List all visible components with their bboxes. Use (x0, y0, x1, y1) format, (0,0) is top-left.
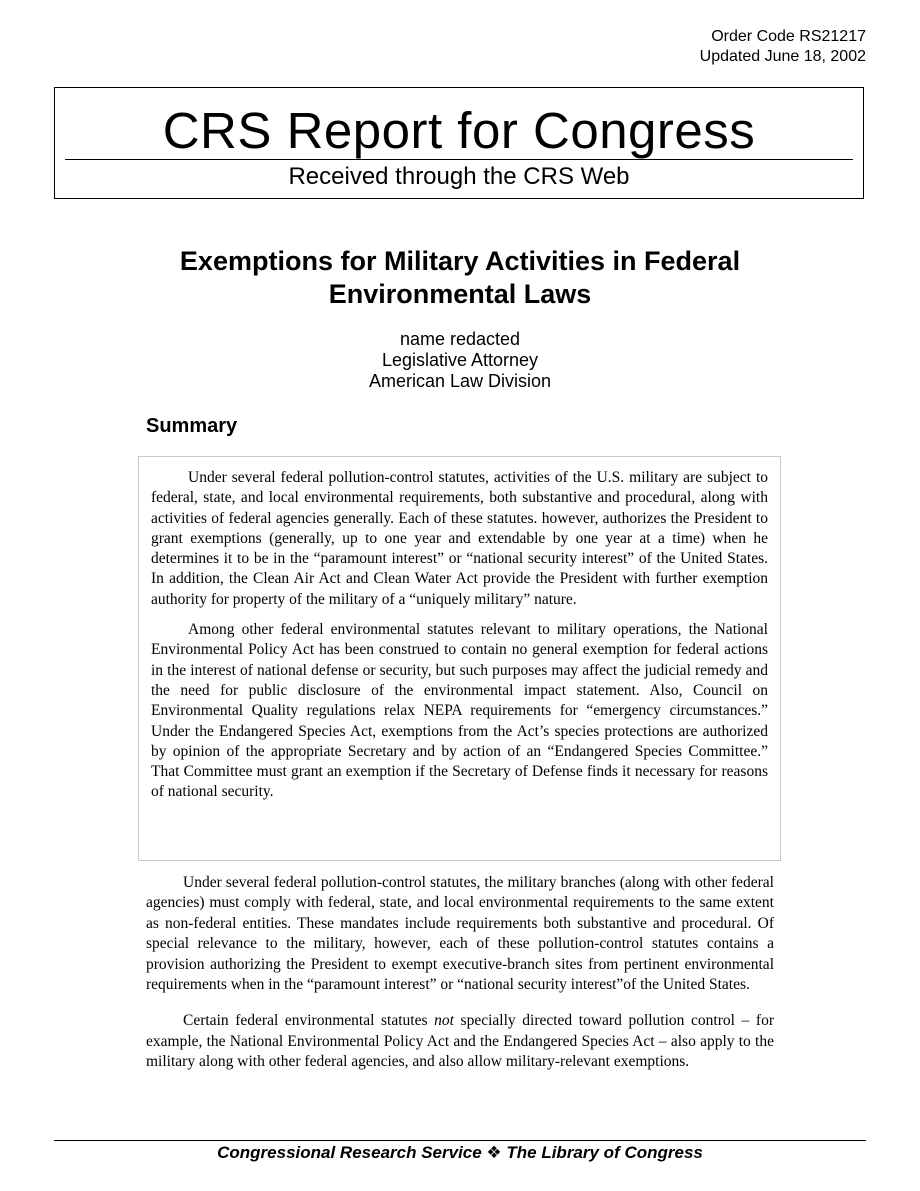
masthead-subtitle: Received through the CRS Web (288, 163, 630, 190)
author-role: Legislative Attorney (381, 350, 539, 370)
order-code: Order Code RS21217 (711, 28, 866, 45)
summary-heading: Summary (146, 415, 238, 437)
report-title: Exemptions for Military Activities in Federal Environmental Laws (179, 246, 741, 309)
footer-divider (54, 1140, 866, 1141)
masthead-divider (65, 159, 853, 160)
updated-date: Updated June 18, 2002 (699, 48, 866, 65)
author-block (300, 329, 620, 392)
body-paragraph-2-start: Certain federal environmental statutes (183, 1012, 435, 1030)
author-name: name redacted (399, 329, 521, 349)
summary-paragraph-1: Under several federal pollution-control statutes, activities of the U.S. military are subject to federal, state, and local environmental requirements, both substantive and procedural, along with activities of federal agencies generally. Each of these statutes. however, authorizes the President to grant exemptions (generally, up to one year and extendable by one year at a time) when he determines it to be in the “paramount interest” or “national security interest” of the United States. In addition, the Clean Air Act and Clean Water Act provide the President with further exemption authority for property of the military of a “uniquely military” nature. (151, 469, 768, 608)
summary-box (138, 456, 781, 861)
body-paragraph-1: Under several federal pollution-control statutes, the military branches (along with other federal agencies) must comply with federal, state, and local environmental requirements to the same extent as non-federal entities. These mandates include requirements both substantive and procedural. Of special relevance to the military, however, each of these pollution-control statutes contains a provision authorizing the President to exempt executive-branch sites from pertinent environmental requirements when in the “paramount interest” or “national security interest”of the United States. (146, 874, 774, 994)
order-info (700, 27, 866, 67)
body-paragraph-2-end: specially directed toward pollution control – for example, the National Environmental Policy Act and the Endangered Species Act – also apply to the military along with other federal agencies, and also allow military-relevant exemptions. (146, 1012, 774, 1071)
body-paragraph-2 (146, 1011, 774, 1072)
footer-text: Congressional Research Service ❖ The Library of Congress (217, 1143, 703, 1162)
masthead (54, 87, 864, 199)
emphasis-not: not (434, 1012, 454, 1030)
summary-paragraph-2: Among other federal environmental statutes relevant to military operations, the National Environmental Policy Act has been construed to contain no general exemption for federal actions in the interest of national defense or security, but such purposes may affect the judicial remedy and the need for public disclosure of the environmental impact statement. Also, Council on Environmental Quality regulations relax NEPA requirements for “emergency circumstances.” Under the Endangered Species Act, exemptions from the Act’s species protections are authorized by opinion of the appropriate Secretary and by action of an “Endangered Species Committee.” That Committee must grant an exemption if the Secretary of Defense finds it necessary for reasons of national security. (151, 621, 768, 801)
body-text (146, 873, 774, 1089)
author-division: American Law Division (368, 371, 552, 391)
masthead-title: CRS Report for Congress (162, 102, 756, 159)
